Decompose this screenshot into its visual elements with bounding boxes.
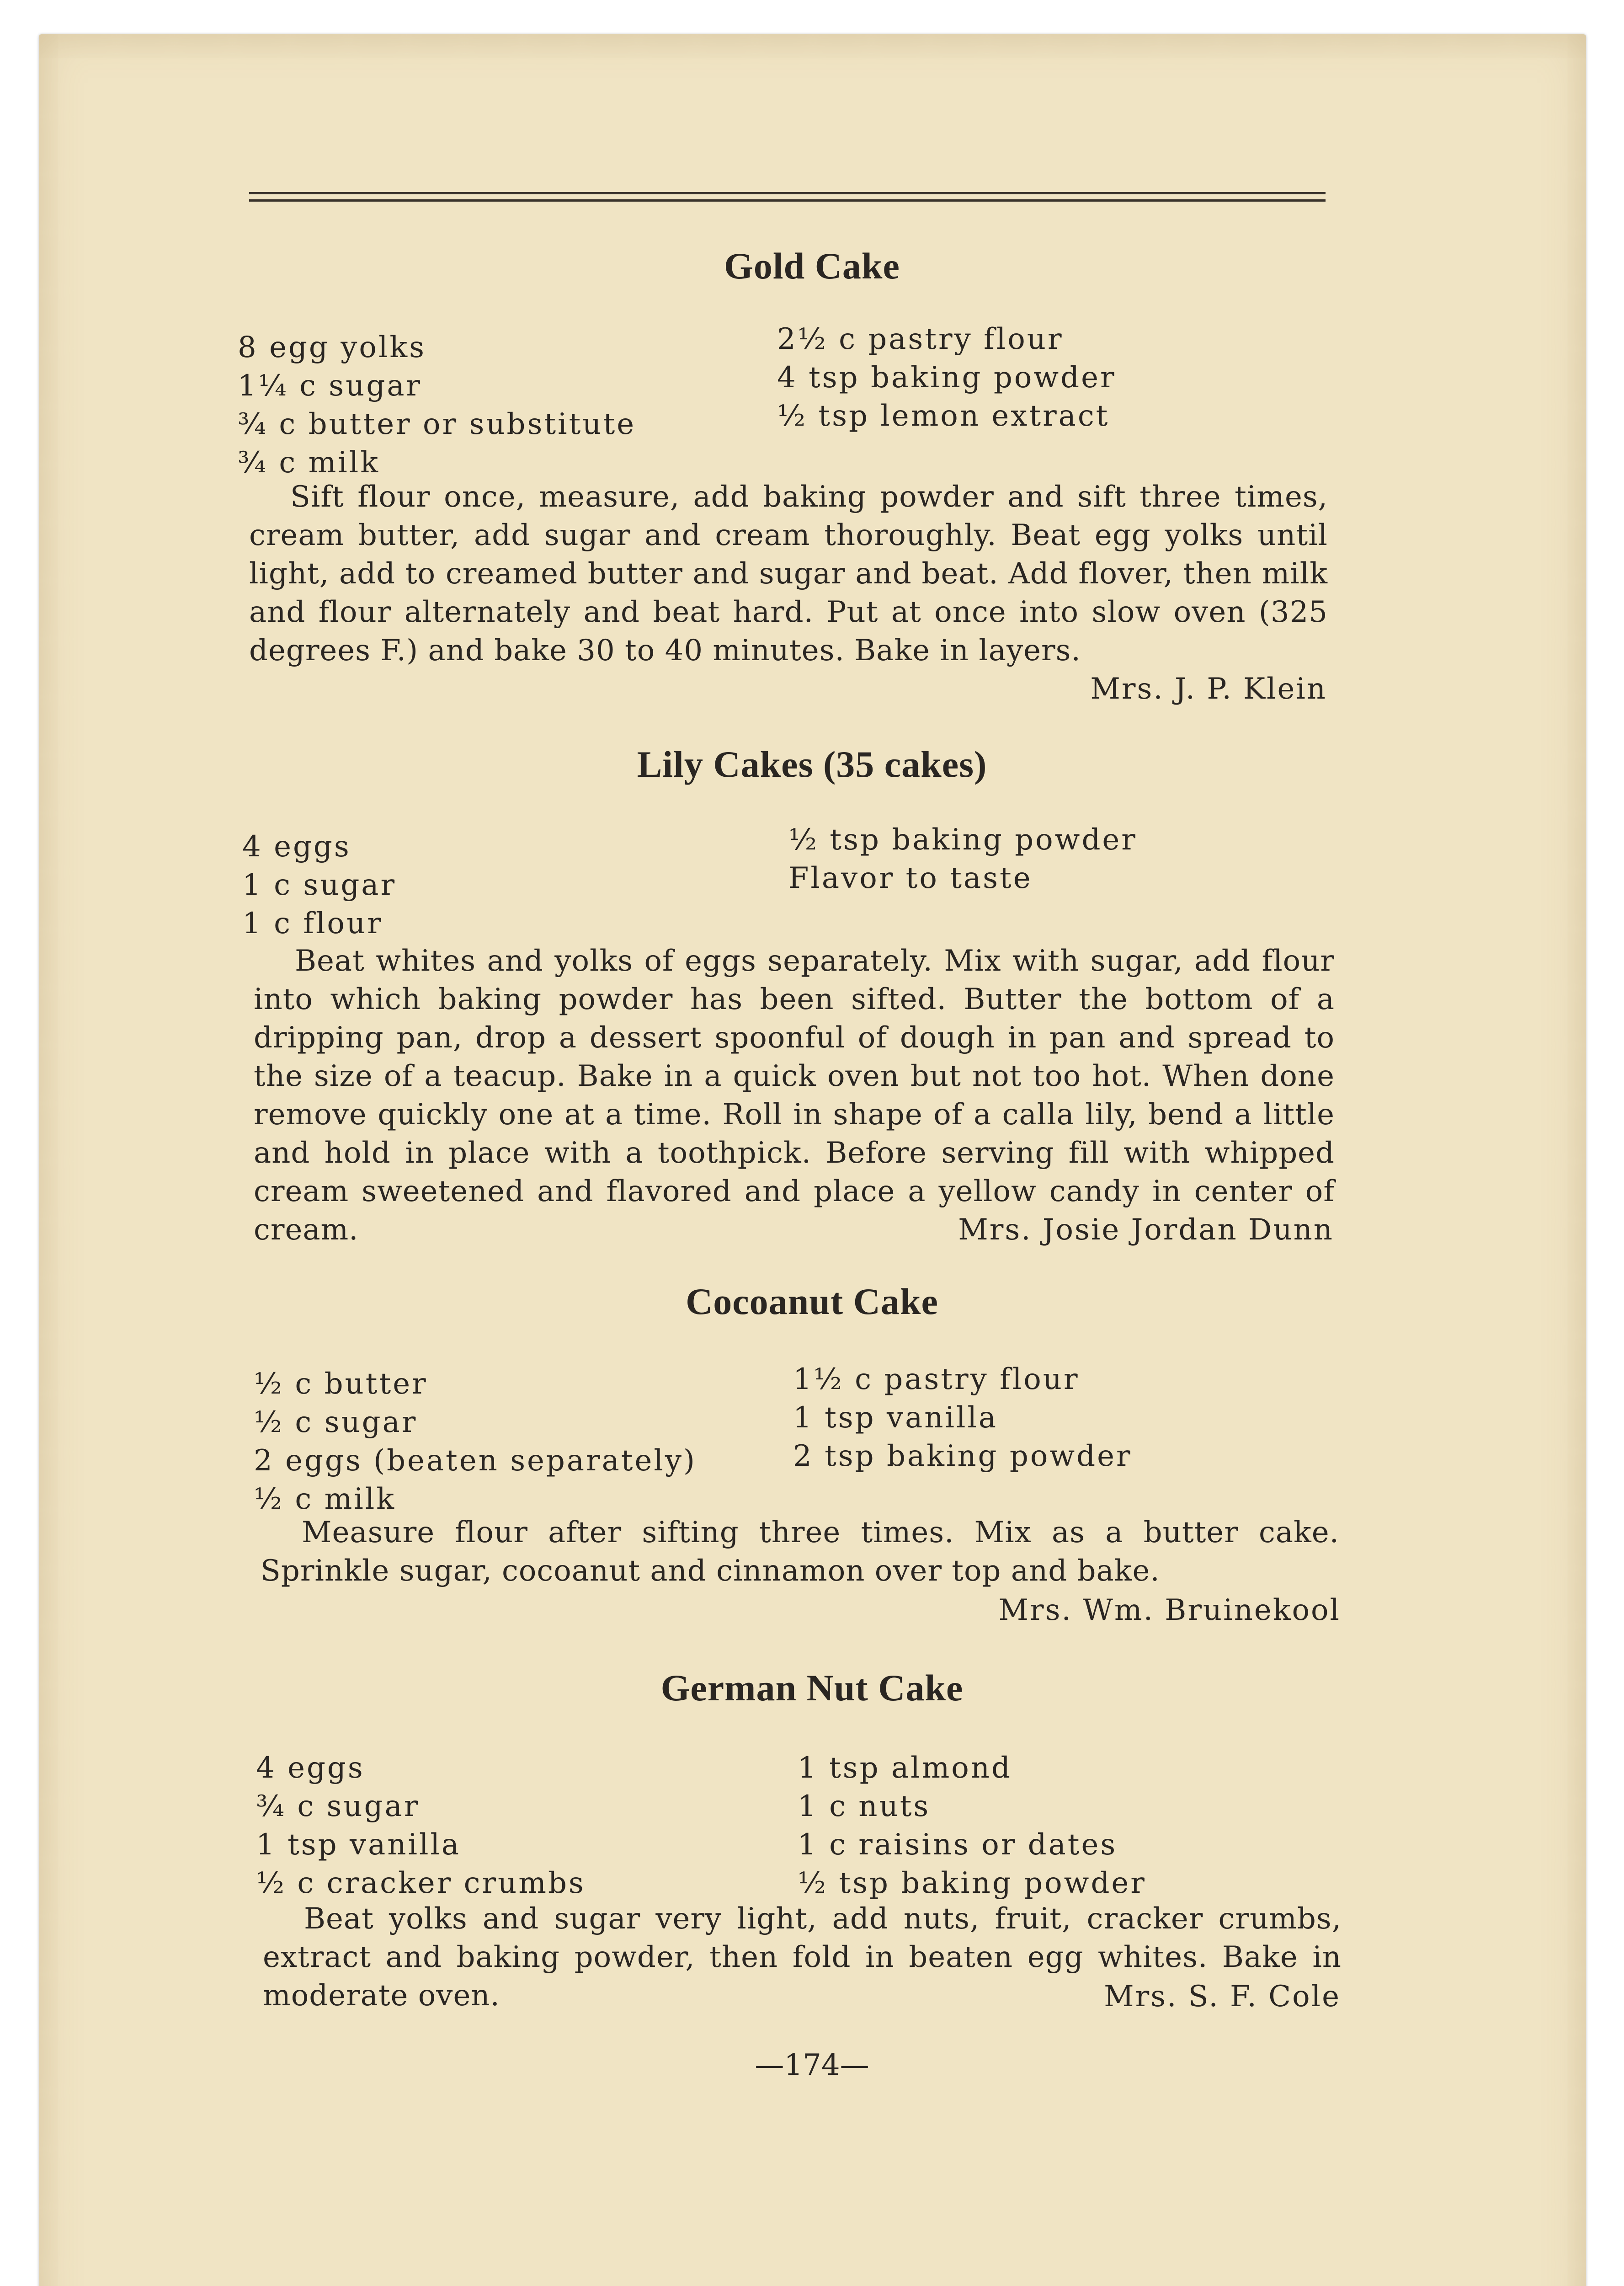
- ingredient-list-left: [238, 328, 636, 482]
- ingredient-list-right: [798, 1749, 1146, 1902]
- ingredient-list-left: [254, 1365, 697, 1518]
- ingredient-list-right: [793, 1360, 1132, 1475]
- ingredient: ½ c milk: [254, 1482, 396, 1516]
- ingredient: 1¼ c sugar: [238, 369, 422, 403]
- recipe-title: Cocoanut Cake: [686, 1281, 938, 1322]
- ingredient: 4 tsp baking powder: [777, 361, 1116, 395]
- recipe-author: Mrs. J. P. Klein: [1090, 672, 1327, 706]
- ingredient: 1 tsp vanilla: [793, 1401, 998, 1435]
- recipe-title: German Nut Cake: [660, 1667, 964, 1709]
- top-rule-second: [249, 199, 1326, 202]
- recipe-directions: Beat yolks and sugar very light, add nuts, fruit, cracker crumbs, extract and baking powder, then fold in beaten egg whites. Bake in moderate oven.: [263, 1902, 1342, 2013]
- ingredient: 2 tsp baking powder: [793, 1439, 1132, 1473]
- top-rule: [249, 192, 1326, 194]
- ingredient: Flavor to taste: [788, 861, 1033, 895]
- recipe-author: Mrs. S. F. Cole: [1104, 1980, 1341, 2014]
- ingredient: 2 eggs (beaten separately): [254, 1444, 697, 1478]
- recipe-directions: Beat whites and yolks of eggs separately. Mix with sugar, add flour into which baking powder has been sifted. Butter the bottom of a dripping pan, drop a dessert spoonful of dough in pan and spread to the size of a teacup. Bake in a quick oven but not too hot. When done remove quickly one at a time. Roll in shape of a calla lily, bend a little and hold in place with a toothpick. Before serving fill with whipped cream sweetened and flavored and place a yellow candy in center of cream.: [254, 944, 1335, 1247]
- ingredient-list-left: [256, 1749, 586, 1902]
- ingredient: ½ c butter: [254, 1367, 428, 1401]
- ingredient: 1 c raisins or dates: [798, 1828, 1118, 1862]
- recipe-title: Lily Cakes (35 cakes): [637, 743, 987, 785]
- ingredient: ½ tsp lemon extract: [777, 399, 1110, 433]
- ingredient: 1 c flour: [242, 907, 383, 940]
- ingredient: 1 c nuts: [798, 1789, 931, 1823]
- ingredient: 4 eggs: [242, 830, 351, 864]
- ingredient: 4 eggs: [256, 1751, 365, 1785]
- ingredient: 1½ c pastry flour: [793, 1362, 1080, 1396]
- recipe-author: Mrs. Josie Jordan Dunn: [958, 1213, 1334, 1247]
- ingredient-list-right: [777, 320, 1116, 435]
- page-number: —174—: [755, 2048, 869, 2082]
- ingredient-list-right: [788, 821, 1137, 897]
- ingredient: 1 c sugar: [242, 868, 397, 902]
- ingredient: 2½ c pastry flour: [777, 322, 1064, 356]
- ingredient: ½ c sugar: [254, 1405, 418, 1439]
- recipe-directions: Sift flour once, measure, add baking powder and sift three times, cream butter, add sugar and cream thoroughly. Beat egg yolks until light, add to creamed butter and sugar and beat. Add flover, then milk and flour alternately and beat hard. Put at once into slow oven (325 degrees F.) and bake 30 to 40 minutes. Bake in layers.: [249, 480, 1328, 668]
- ingredient: ½ tsp baking powder: [788, 823, 1137, 857]
- ingredient-list-left: [242, 828, 396, 943]
- ingredient: ¾ c milk: [238, 446, 380, 480]
- ingredient: ½ c cracker crumbs: [256, 1866, 586, 1900]
- ingredient: 1 tsp almond: [798, 1751, 1012, 1785]
- recipe-author: Mrs. Wm. Bruinekool: [998, 1593, 1341, 1627]
- ingredient: ½ tsp baking powder: [798, 1866, 1146, 1900]
- ingredient: ¾ c sugar: [256, 1789, 420, 1823]
- ingredient: 8 egg yolks: [238, 331, 426, 364]
- recipe-title: Gold Cake: [724, 245, 900, 287]
- ingredient: 1 tsp vanilla: [256, 1828, 461, 1862]
- recipe-directions: Measure flour after sifting three times. Mix as a butter cake. Sprinkle sugar, cocoanut and cinnamon over top and bake.: [261, 1516, 1339, 1588]
- ingredient: ¾ c butter or substitute: [238, 407, 636, 441]
